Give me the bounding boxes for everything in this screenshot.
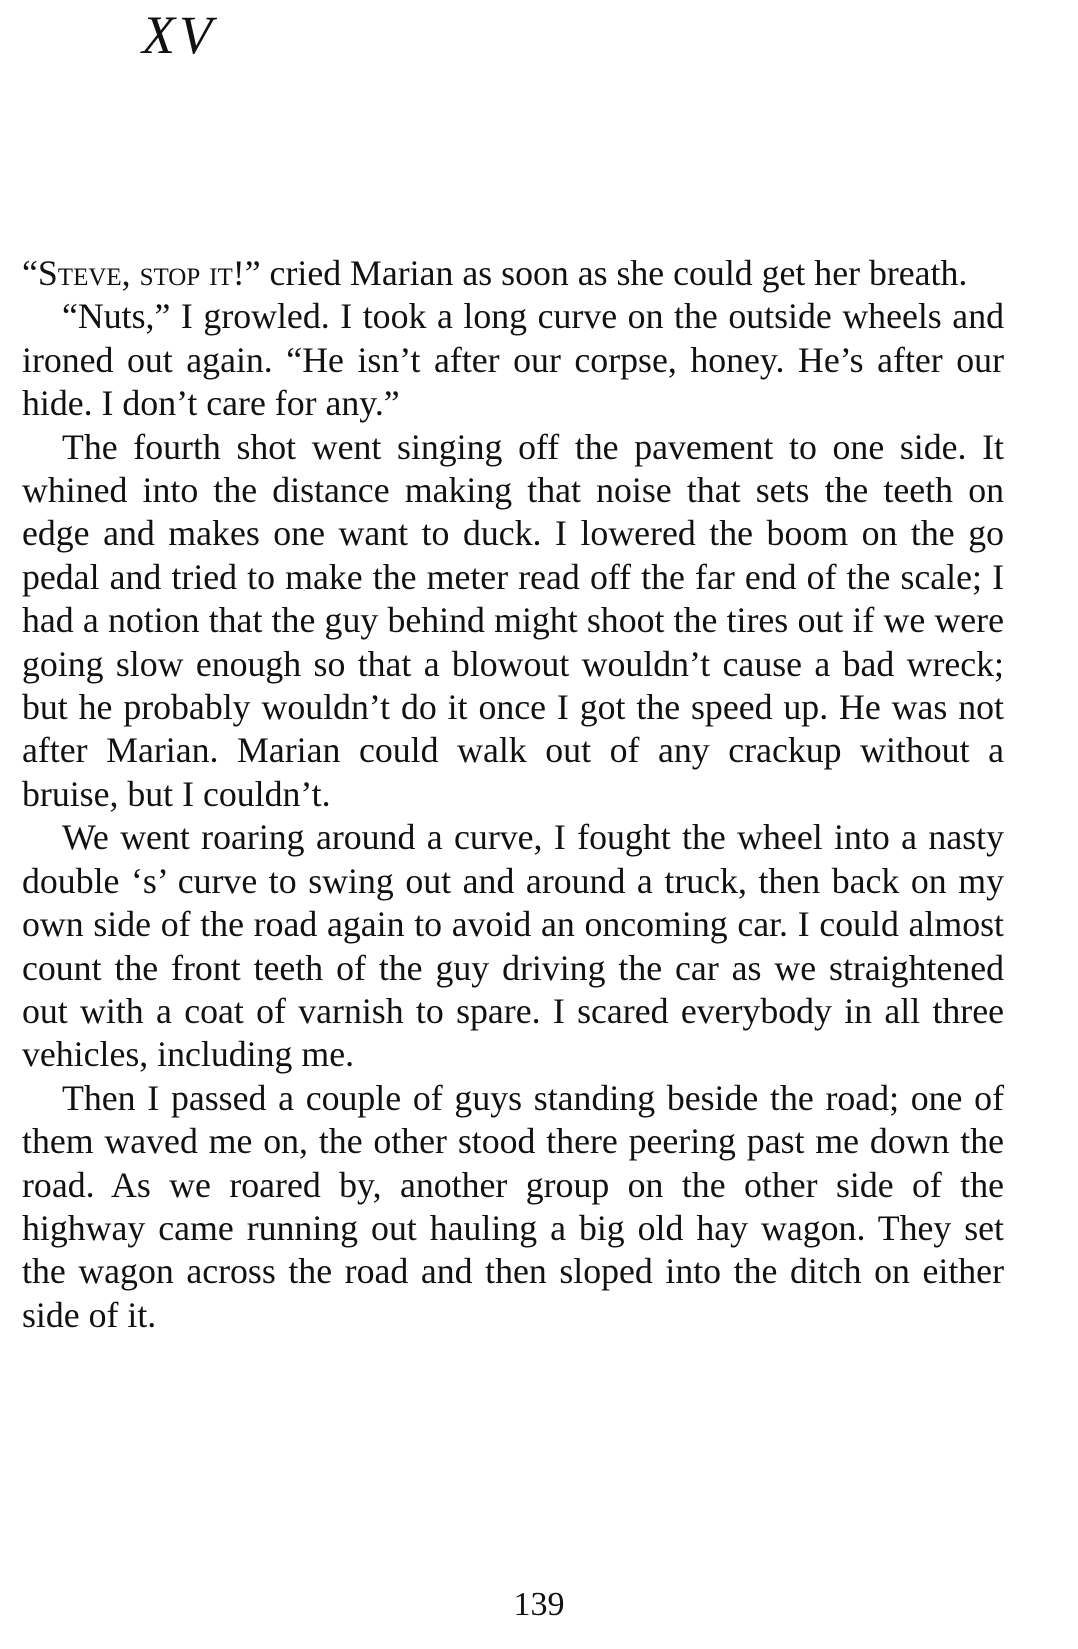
page-body	[22, 252, 1004, 1337]
paragraph-1	[22, 252, 1004, 295]
paragraph-1-text: cried Marian as soon as she could get her breath.	[260, 253, 968, 293]
paragraph-1-lead: “Steve, stop it!”	[22, 253, 261, 293]
chapter-heading: XV	[142, 5, 216, 65]
paragraph-2: “Nuts,” I growled. I took a long curve on the outside wheels and ironed out again. “He isn’t after our corpse, honey. He’s after our hide. I don’t care for any.”	[22, 296, 1004, 424]
paragraph-4: We went roaring around a curve, I fought the wheel into a nasty double ‘s’ curve to swing out and around a truck, then back on my own side of the road again to avoid an oncoming car. I could almost count the front teeth of the guy driving the car as we straightened out with a coat of varnish to spare. I scared everybody in all three vehicles, including me.	[22, 817, 1004, 1075]
page-number: 139	[513, 1586, 565, 1623]
paragraph-3: The fourth shot went singing off the pavement to one side. It whined into the distance making that noise that sets the teeth on edge and makes one want to duck. I lowered the boom on the go pedal and tried to make the meter read off the far end of the scale; I had a notion that the guy behind might shoot the tires out if we were going slow enough so that a blowout wouldn’t cause a bad wreck; but he probably wouldn’t do it once I got the speed up. He was not after Marian. Marian could walk out of any crackup without a bruise, but I couldn’t.	[22, 426, 1004, 814]
paragraph-5: Then I passed a couple of guys standing beside the road; one of them waved me on, the other stood there peering past me down the road. As we roared by, another group on the other side of the highway came running out hauling a big old hay wagon. They set the wagon across the road and then sloped into the ditch on either side of it.	[22, 1077, 1004, 1335]
